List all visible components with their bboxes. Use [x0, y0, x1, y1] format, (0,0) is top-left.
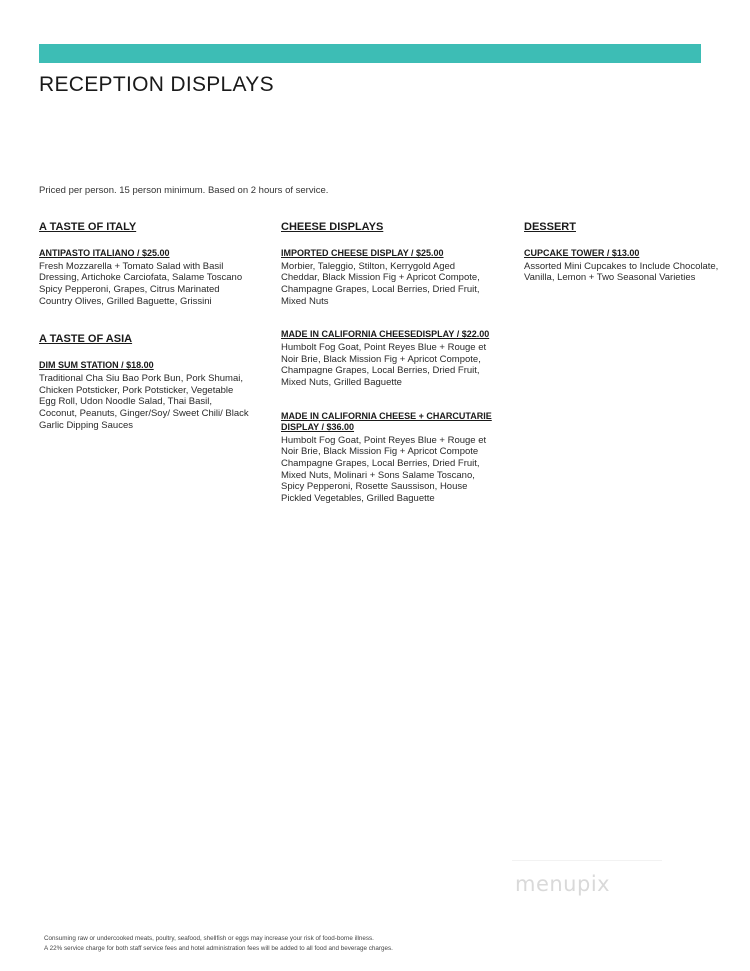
menu-item [524, 248, 724, 284]
menu-item-description: Humbolt Fog Goat, Point Reyes Blue + Rouge et Noir Brie, Black Mission Fig + Apricot Compote Champagne Grapes, Local Berries, Dried Fruit, Mixed Nuts, Molinari + Sons Salame Toscano, Spicy Pepperoni, Rosette Saussison, House Pickled Vegetables, Grilled Baguette [281, 434, 487, 505]
pricing-note: Priced per person. 15 person minimum. Based on 2 hours of service. [39, 185, 329, 196]
menu-column-3 [524, 221, 724, 306]
header-accent-bar [39, 44, 701, 63]
menu-item [281, 248, 493, 307]
menu-item-description: Assorted Mini Cupcakes to Include Chocolate, Vanilla, Lemon + Two Seasonal Varieties [524, 260, 719, 284]
menu-item-name: DIM SUM STATION / $18.00 [39, 360, 154, 371]
section-heading: CHEESE DISPLAYS [281, 221, 384, 233]
watermark-divider [512, 860, 662, 861]
section-cheese-displays [281, 221, 493, 505]
menu-item [39, 360, 251, 431]
menu-column-1 [39, 221, 251, 453]
menu-item-description: Traditional Cha Siu Bao Pork Bun, Pork Shumai, Chicken Potsticker, Pork Potsticker, Vegetable Egg Roll, Udon Noodle Salad, Thai Basil, Coconut, Peanuts, Ginger/Soy/ Sweet Chili/ Black Garlic Dipping Sauces [39, 372, 249, 431]
section-heading: A TASTE OF ITALY [39, 221, 137, 233]
service-charge-notice: A 22% service charge for both staff service fees and hotel administration fees will be added to all food and beverage charges. [44, 945, 393, 952]
menu-item [281, 411, 493, 505]
menu-item-name: CUPCAKE TOWER / $13.00 [524, 248, 640, 258]
menu-item-description: Fresh Mozzarella + Tomato Salad with Basil Dressing, Artichoke Carciofata, Salame Toscano Spicy Pepperoni, Grapes, Citrus Marinated Country Olives, Grilled Baguette, Grissini [39, 260, 243, 307]
menu-item-description: Humbolt Fog Goat, Point Reyes Blue + Rouge et Noir Brie, Black Mission Fig + Apricot Compote, Champagne Grapes, Local Berries, Dried Fruit, Mixed Nuts, Grilled Baguette [281, 341, 487, 388]
menu-item [39, 248, 251, 307]
section-heading: DESSERT [524, 221, 576, 233]
menu-item-name: IMPORTED CHEESE DISPLAY / $25.00 [281, 248, 444, 258]
section-heading: A TASTE OF ASIA [39, 333, 133, 346]
footer-disclaimer [44, 934, 393, 954]
section-dessert [524, 221, 724, 284]
section-taste-of-asia [39, 333, 251, 431]
menupix-watermark: menupix [515, 872, 611, 896]
menu-item-name: MADE IN CALIFORNIA CHEESEDISPLAY / $22.00 [281, 329, 490, 340]
menu-column-2 [281, 221, 493, 527]
menu-item-description: Morbier, Taleggio, Stilton, Kerrygold Aged Cheddar, Black Mission Fig + Apricot Compote, Champagne Grapes, Local Berries, Dried Fruit, Mixed Nuts [281, 260, 480, 307]
page-title: RECEPTION DISPLAYS [39, 73, 274, 96]
menu-item-name: ANTIPASTO ITALIANO / $25.00 [39, 248, 170, 258]
menu-item-name: MADE IN CALIFORNIA CHEESE + CHARCUTARIE DISPLAY / $36.00 [281, 410, 492, 433]
menu-item [281, 329, 493, 388]
section-taste-of-italy [39, 221, 251, 307]
food-safety-notice: Consuming raw or undercooked meats, poultry, seafood, shellfish or eggs may increase your risk of food-borne illness. [44, 935, 374, 942]
